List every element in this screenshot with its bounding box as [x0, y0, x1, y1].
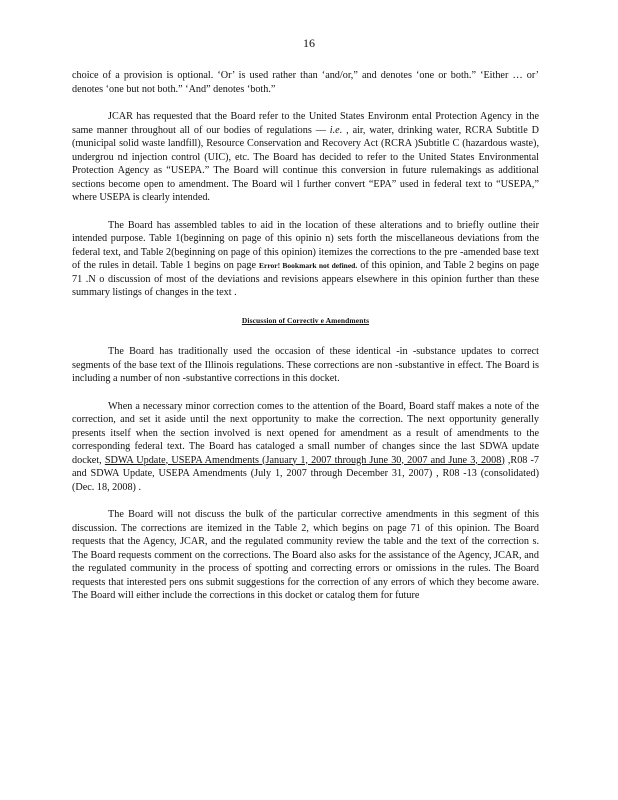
paragraph-traditional-text: The Board has traditionally used the occasion of these identical -in -substance updates to correct segments of the base text of the Illinois regulations. These corrections are non -substantive in effect. The Board is including a number of non -substantive corrections in this docket. [72, 346, 539, 384]
paragraph-minor-text-start: When a necessary minor correction comes to the attention of the Board, Board staff makes a note of the correction, and set it aside until the next opportunity to make the correction. The next opportunity generally presents itself when the section involved is next opened for amendment as a result of amendments to the corresponding federal text. The Board has cataloged a small number of changes since the last SDWA update docket, [72, 400, 539, 466]
paragraph-definitions-text: choice of a provision is optional. ‘Or’ is used rather than ‘and/or,” and denotes ‘one or both.” ‘Either … or’ denotes ‘one but not both.” ‘And” denotes ‘both.” [72, 70, 539, 95]
paragraph-minor-corrections [72, 400, 539, 495]
paragraph-definitions [72, 69, 539, 96]
bookmark-error-text: Error! Bookmark not defined. [259, 261, 358, 270]
paragraph-tables [72, 219, 539, 300]
paragraph-corrective-text: The Board will not discuss the bulk of the particular corrective amendments in this segment of this discussion. The corrections are itemized in the Table 2, which begins on page 71 of this opinion. The Board requests that the Agency, JCAR, and the regulated community review the table and the text of the correction s. The Board requests comment on the corrections. The Board also asks for the assistance of the Agency, JCAR, and the regulated community in the process of spotting and correcting errors or omissions in the rules. The Board requests that interested pers ons submit suggestions for the correction of any errors of which they become aware. The Board will either include the corrections in this docket or catalog them for future [72, 509, 539, 601]
paragraph-minor-text-end: ,R08 -7 and SDWA Update, USEPA Amendments (July 1, 2007 through December 31, 2007) , R08 -13 (consolidated) (Dec. 18, 2008) . [72, 454, 539, 493]
paragraph-traditional-corrections [72, 345, 539, 386]
paragraph-corrective-amendments [72, 508, 539, 603]
paragraph-jcar-text-start: JCAR has requested that the Board refer to the United States Environm ental Protection Agency in the same manner throughout all of our bodies of regulations — [72, 111, 539, 136]
paragraph-jcar-request [72, 110, 539, 205]
section-heading: Discussion of Correctiv e Amendments [241, 315, 370, 325]
paragraph-tables-text-start: The Board has assembled tables to aid in the location of these alterations and to briefly outline their intended purpose. Table 1(beginning on page of this opinio n) sets forth the miscellaneous deviations from the federal text, and Table 2(beginning on page of this opinion) itemizes the corrections to the pre -amended base text of the rules in detail. Table 1 begins on page [72, 219, 539, 271]
page-number: 16 [303, 36, 315, 50]
paragraph-jcar-text-end: , air, water, drinking water, RCRA Subtitle D (municipal solid waste landfill), Resource Conservation and Recovery Act (RCRA )Subtitle C (hazardous waste), undergrou nd injection control (UIC), etc. The Board has decided to refer to the United States Environmental Protection Agency as “USEPA.” The Board will continue this conversion in future rulemakings as additional sections become open to amendment. The Board wil l further convert “EPA” used in federal text to “USEPA,” where USEPA is clearly intended. [72, 124, 540, 203]
document-body [72, 69, 539, 617]
docket-citation-link[interactable]: SDWA Update, USEPA Amendments (January 1, 2007 through June 30, 2007 and June 3, 2008) [104, 454, 505, 466]
ie-abbreviation: i.e. [329, 124, 343, 136]
paragraph-tables-text-end: of this opinion, and Table 2 begins on page 71 .N o discussion of most of the deviations and revisions appears elsewhere in this opinion further than these summary listings of changes in the text . [72, 260, 540, 298]
